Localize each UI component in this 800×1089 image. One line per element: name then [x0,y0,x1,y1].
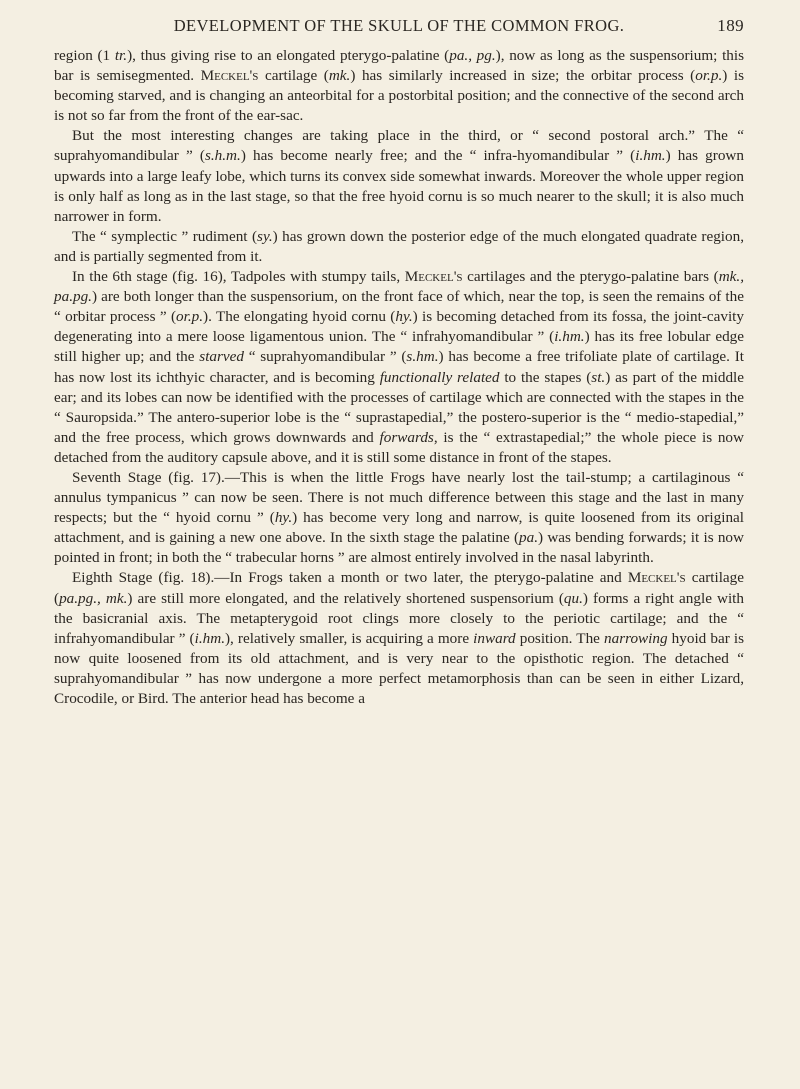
italic-abbrev: narrowing [604,629,668,647]
text-run: In the 6th stage (fig. 16), Tadpoles with stumpy tails, [72,268,405,286]
italic-abbrev: s.hm. [406,348,439,366]
italic-abbrev: pa. [519,529,539,547]
italic-abbrev: hy. [274,509,293,527]
italic-abbrev: starved [199,348,244,366]
text-run: ) is becoming starved, and is changing an anteorbital for a postorbital position; and the connective of the second arch is not so far from the front of the ear-sac. [54,67,744,125]
italic-abbrev: or.p. [176,308,204,326]
text-run: to the stapes ( [499,368,592,386]
text-run: ), thus giving rise to an elongated pterygo-palatine ( [127,47,450,64]
italic-abbrev: i.hm. [554,328,585,346]
small-caps-name: Meckel's [200,67,259,85]
running-title: DEVELOPMENT OF THE SKULL OF THE COMMON FROG. [173,16,625,35]
text-run: ) has become very long and narrow, is quite loosened from its original attachment, and is gaining a new one above. In the sixth stage the palatine ( [54,509,745,547]
italic-abbrev: qu. [563,589,583,607]
text-run: ) are both longer than the suspensorium, on the front face of which, near the top, is seen the remains of the “ orbitar process ” ( [54,288,744,326]
text-run: ) as part of the middle ear; and its lobes can now be identified with the processes of cartilage which are connected with the stapes in the “ Sauropsida.” The antero-superior lobe is the “ suprastapedial,” the postero-superior is the “ medio-stapedial,” and the free process, which grows downwards and [54,368,744,446]
text-run: ) has its free lobular edge still higher up; and the [54,328,744,366]
text-run: position. The [515,629,604,647]
paragraph [54,568,744,709]
italic-abbrev: s.h.m. [204,147,241,165]
body-text [54,46,744,709]
text-run: hyoid bar is now quite loosened from its old attachment, and is very near to the opisthotic region. The detached “ suprahyomandibular ” has now undergone a more perfect metamorphosis than can be seen in either Lizard, Crocodile, or Bird. The anterior head has become a [54,629,744,707]
text-run: ). The elongating hyoid cornu ( [203,308,396,326]
text-run: ) has become nearly free; and the “ infra-hyomandibular ” ( [240,147,636,165]
text-run: ) are still more elongated, and the relatively shortened suspensorium ( [127,589,564,607]
italic-abbrev: functionally related [379,368,500,386]
page-number: 189 [717,16,744,35]
text-run: But the most interesting changes are taking place in the third, or “ second postoral arch.” The “ suprahyomandibular ” ( [54,127,744,165]
small-caps-name: Meckel's [627,569,686,587]
text-run: ) is becoming detached from its fossa, the joint-cavity degenerating into a mere loose ligamentous union. The “ infrahyomandibular ” ( [54,308,744,346]
italic-abbrev: st. [591,368,606,386]
text-run: region (1 [54,47,115,64]
italic-abbrev: pa.pg., mk. [59,589,128,607]
paragraph [54,267,744,468]
text-run: ) has become a free trifoliate plate of cartilage. It has now lost its ichthyic character, and is becoming [54,348,744,386]
italic-abbrev: hy. [395,308,413,326]
paragraph [54,227,744,267]
italic-abbrev: forwards [379,428,434,446]
running-header [54,16,744,42]
paragraph [54,468,744,568]
text-run: ), relatively smaller, is acquiring a more [224,629,474,647]
text-run: ) has similarly increased in size; the orbitar process ( [350,67,696,85]
text-run: ), now as long as the suspensorium; this bar is semisegmented. [54,47,745,85]
text-run: ) has grown down the posterior edge of the much elongated quadrate region, and is partially segmented from it. [54,227,744,265]
text-run: cartilage ( [258,67,329,85]
text-run: ) was bending forwards; it is now pointed in front; in both the “ trabecular horns ” are almost entirely involved in the nasal labyrinth. [54,529,744,567]
italic-abbrev: i.hm. [635,147,666,165]
paragraph [54,46,744,126]
italic-abbrev: tr. [114,47,128,64]
text-run: Eighth Stage (fig. 18).—In Frogs taken a month or two later, the pterygo-palatine and [72,569,628,587]
italic-abbrev: i.hm. [194,629,225,647]
italic-abbrev: sy. [257,227,273,245]
italic-abbrev: mk., pa.pg. [54,268,744,306]
text-run: , is the “ extrastapedial;” the whole piece is now detached from the auditory capsule above, and it is still some distance in front of the stapes. [54,428,744,466]
paragraph [54,126,744,226]
text-run: ) has grown upwards into a large leafy lobe, which turns its convex side somewhat inwards. Moreover the whole upper region is only half as long as in the last stage, so that the free hyoid cornu is so much nearer to the skull; it is also much narrower in form. [54,147,744,225]
italic-abbrev: mk. [328,67,351,85]
small-caps-name: Meckel's [404,268,463,286]
text-run: cartilages and the pterygo-palatine bars ( [462,268,719,286]
italic-abbrev: or.p. [695,67,723,85]
text-run: ) forms a right angle with the basicranial axis. The metapterygoid root clings more closely to the periotic cartilage; and the “ infrahyomandibular ” ( [54,589,744,647]
italic-abbrev: pa., pg. [449,47,496,64]
text-run: cartilage ( [54,569,744,607]
italic-abbrev: inward [473,629,516,647]
text-run: The “ symplectic ” rudiment ( [72,227,258,245]
text-run: “ suprahyomandibular ” ( [244,348,407,366]
text-run: Seventh Stage (fig. 17).—This is when the little Frogs have nearly lost the tail-stump; a cartilaginous “ annulus tympanicus ” can now be seen. There is not much difference between this stage and the last in many respects; but the “ hyoid cornu ” ( [54,468,744,527]
